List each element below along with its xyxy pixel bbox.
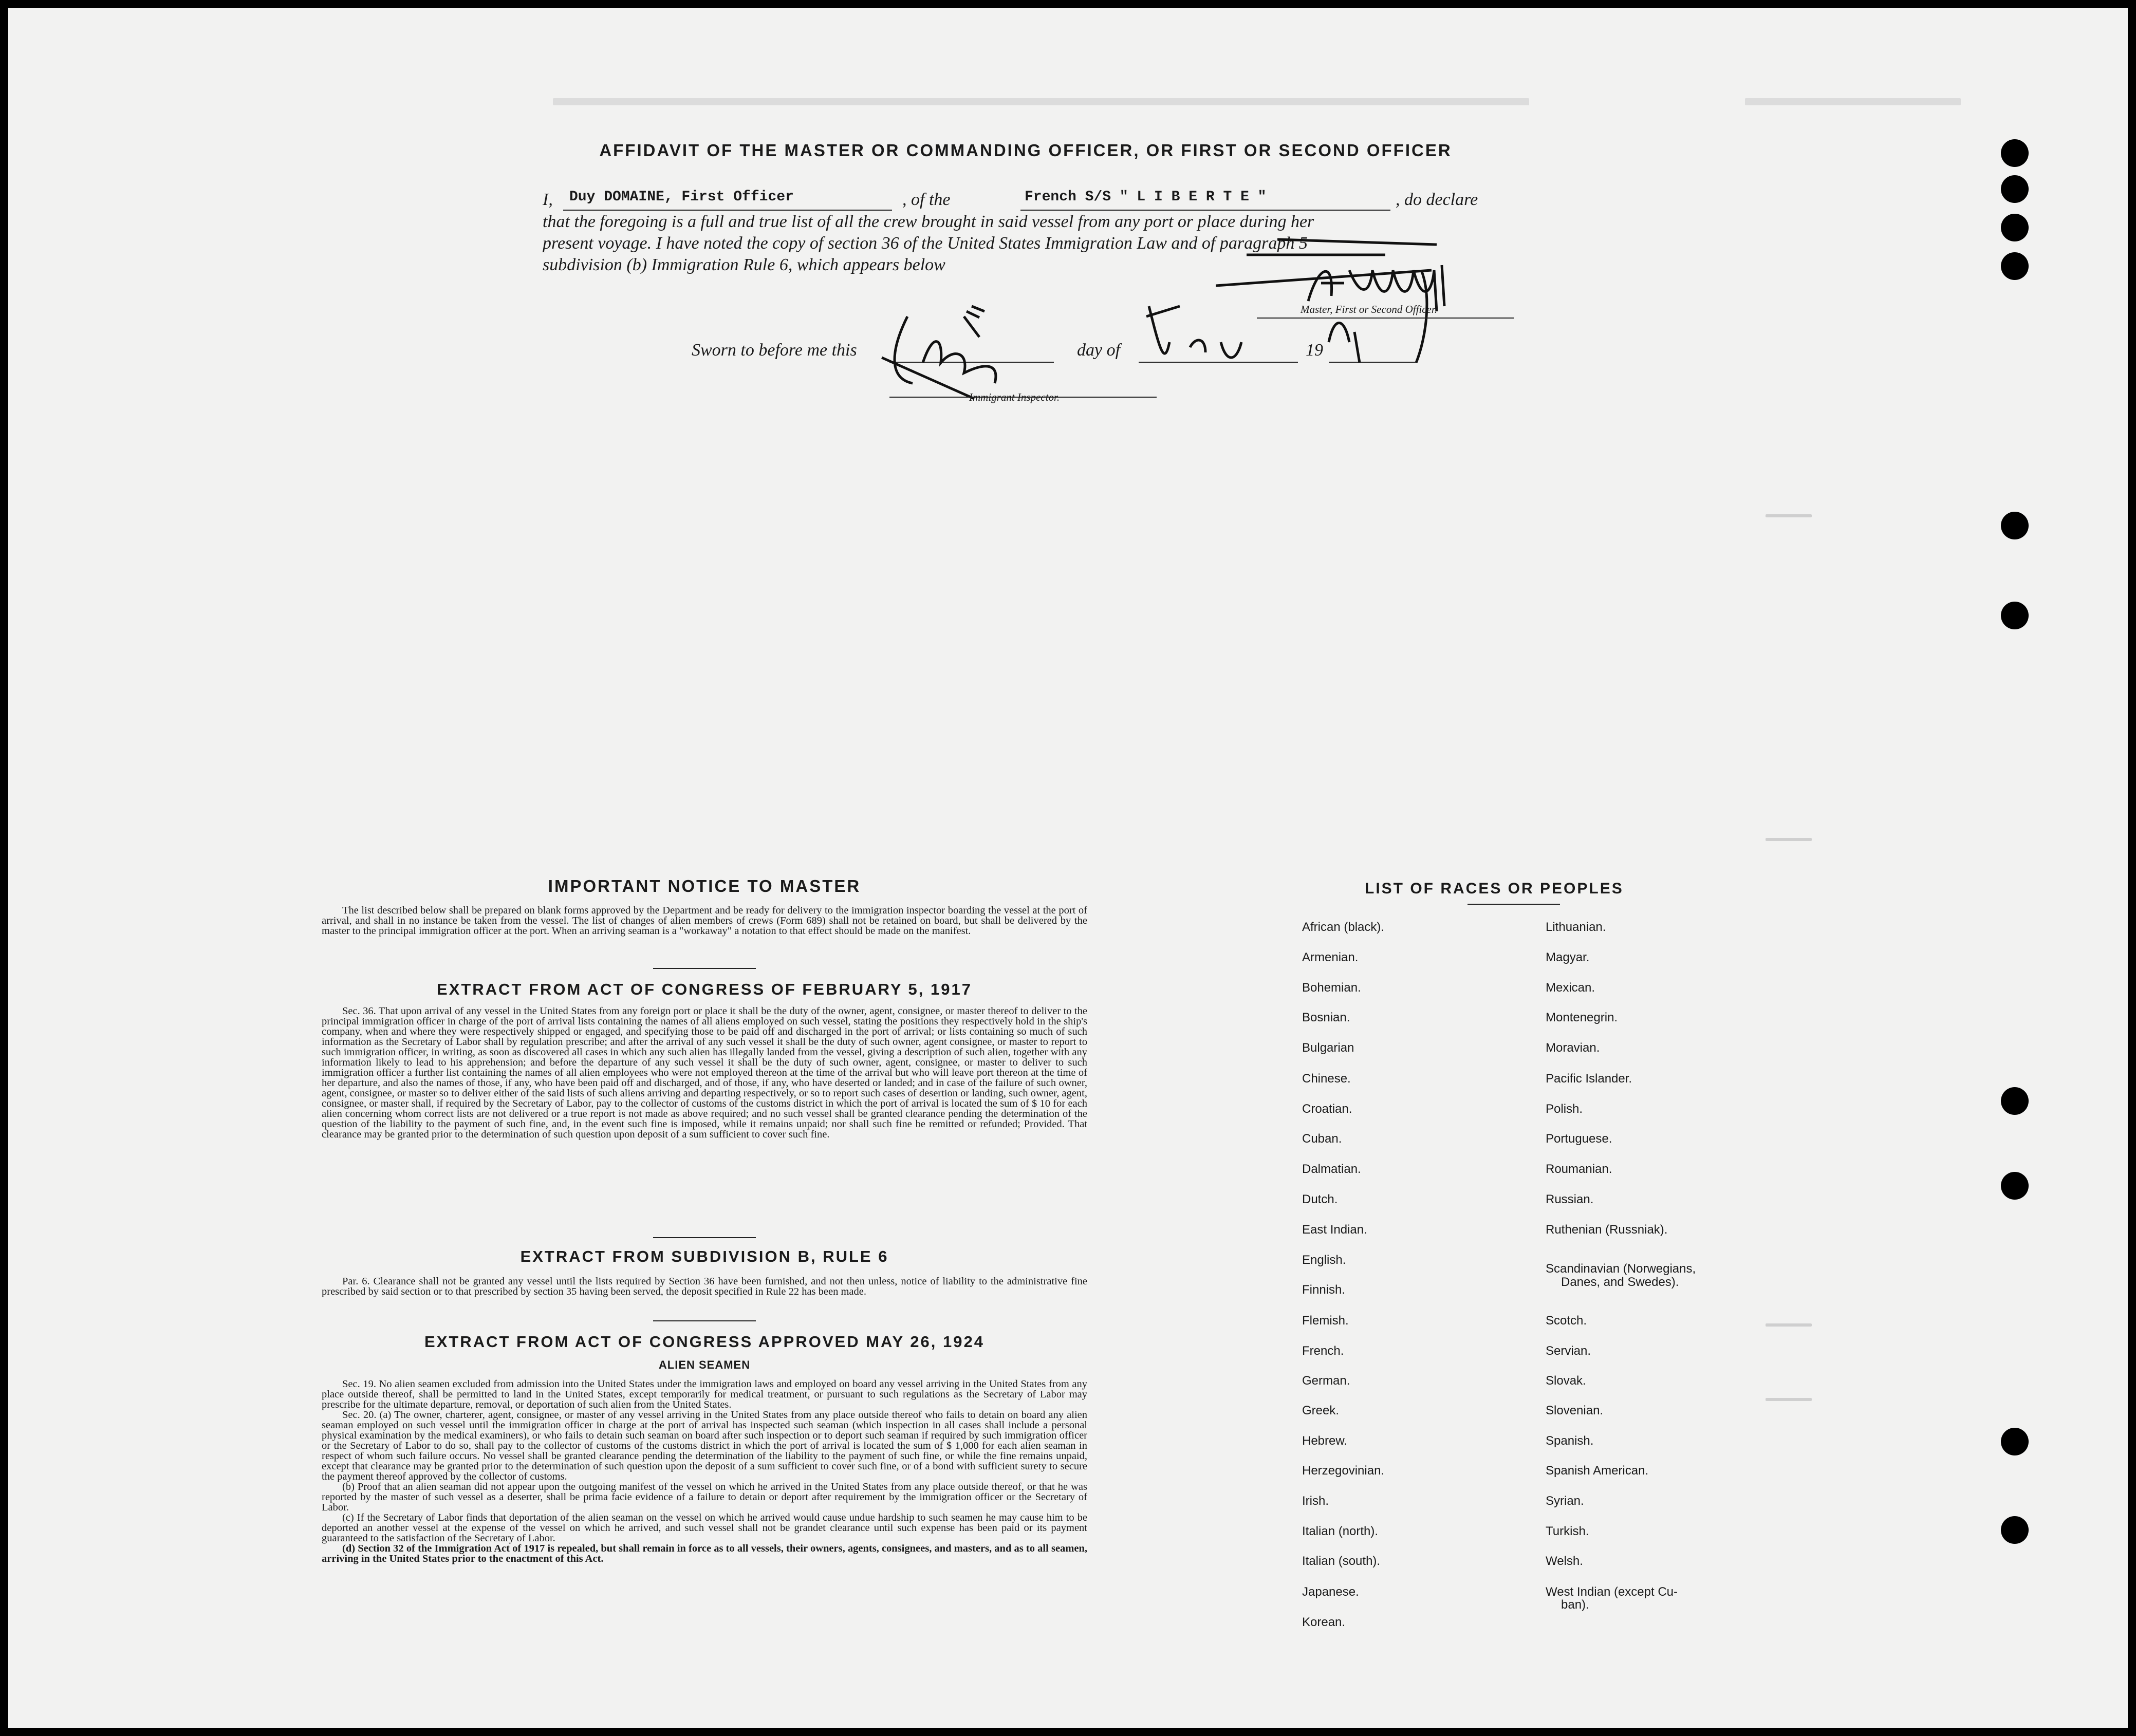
race-item: Bosnian. [1302, 1011, 1350, 1024]
section-divider [653, 1320, 756, 1321]
race-item: Lithuanian. [1546, 920, 1606, 934]
year-prefix-label: 19 [1306, 341, 1323, 360]
section-20b-paragraph: (b) Proof that an alien seaman did not appear upon the outgoing manifest of the vessel on which he arrived in the United States from any place outside thereof, or that he was reported by the master of such vessel as a deserter, shall be prima facie evidence of a failure to detain or deport after requirement by the immigration officer or the Secretary of Labor. [322, 1481, 1087, 1513]
race-item: Danes, and Swedes). [1561, 1275, 1679, 1289]
race-item: Portuguese. [1546, 1132, 1612, 1146]
punch-hole [2001, 139, 2029, 167]
extract-1917-title: EXTRACT FROM ACT OF CONGRESS OF FEBRUARY 5, 1917 [437, 980, 972, 998]
race-item: Finnish. [1302, 1283, 1346, 1297]
day-of-label: day of [1077, 341, 1121, 360]
section-divider [653, 968, 756, 969]
inspector-signature [830, 286, 1396, 409]
punch-hole [2001, 214, 2029, 241]
extract-1924-text [322, 1379, 1087, 1564]
race-item: Slovenian. [1546, 1404, 1604, 1417]
notice-title: IMPORTANT NOTICE TO MASTER [548, 876, 861, 895]
bleed-through-mark [1766, 838, 1812, 841]
race-item: ban). [1561, 1598, 1589, 1612]
extract-rule6-text [322, 1276, 1087, 1297]
race-item: Moravian. [1546, 1041, 1600, 1055]
punch-hole [2001, 1087, 2029, 1115]
race-item: Japanese. [1302, 1585, 1359, 1599]
race-item: Croatian. [1302, 1102, 1352, 1116]
race-item: Welsh. [1546, 1554, 1583, 1568]
race-item: Dutch. [1302, 1192, 1338, 1206]
affidavit-line-3: present voyage. I have noted the copy of section 36 of the United States Immigration Law and of paragraph 5 [543, 234, 1308, 253]
race-item: Hebrew. [1302, 1434, 1348, 1448]
races-title-rule [1468, 904, 1560, 905]
extract-rule6-title: EXTRACT FROM SUBDIVISION B, RULE 6 [520, 1247, 889, 1265]
section-36-paragraph: Sec. 36. That upon arrival of any vessel in the United States from any foreign port or place it shall be the duty of the owner, agent, consignee, or master thereof to deliver to the principal immigration officer in charge of the port of arrival lists containing the names of all aliens employed on such vessel, stating the positions they respectively hold in the ship's company, when and where they were respectively shipped or engaged, and specifying those to be paid off and discharged in the port of arrival; or lists containing so much of such information as the Secretary of Labor shall by regulation prescribe; and after the arrival of any such vessel it shall be the duty of such owner, agent consignee, or master to report to such immigration officer, in writing, as soon as discovered all cases in which any such alien has illegally landed from the vessel, giving a description of such alien, together with any information likely to lead to his apprehension; and before the departure of any such vessel it shall be the duty of such owner, agent, consignee, or master to deliver to such immigration officer a further list containing the names of all alien employees who were not employed thereon at the time of the arrival but who will leave port thereon at the time of her departure, and also the names of those, if any, who have been paid off and discharged, and of those, if any, who have deserted or landed; and in case of the failure of such owner, agent, consignee, or master so to deliver either of the said lists of such aliens arriving and departing respectively, or so to report such cases of desertion or landing, such owner, agent, consignee, or master shall, if required by the Secretary of Labor, pay to the collector of customs of the customs district in which the port of arrival is located the sum of $ 10 for each alien concerning whom correct lists are not delivered or a true report is not made as above required; and no such vessel shall be granted clearance pending the determination of the question of the liability to the payment of such fine, and, in the event such fine is imposed, while it remains unpaid; nor shall such fine be remitted or refunded; Provided. That clearance may be granted prior to the determination of such question upon deposit of a sum sufficient to cover such fine. [322, 1005, 1087, 1140]
race-item: English. [1302, 1253, 1346, 1267]
race-item: Chinese. [1302, 1072, 1351, 1086]
race-item: French. [1302, 1344, 1344, 1358]
affidavit-line-2: that the foregoing is a full and true list of all the crew brought in said vessel from any port or place during her [543, 212, 1314, 231]
race-item: Roumanian. [1546, 1162, 1612, 1176]
race-item: Korean. [1302, 1615, 1346, 1629]
race-item: West Indian (except Cu- [1546, 1585, 1678, 1599]
race-item: Mexican. [1546, 981, 1595, 995]
race-item: Bohemian. [1302, 981, 1361, 995]
race-item: Magyar. [1546, 950, 1590, 964]
bleed-through-header [553, 98, 1529, 105]
race-item: Spanish American. [1546, 1464, 1649, 1478]
punch-hole [2001, 512, 2029, 539]
paragraph-6: Par. 6. Clearance shall not be granted any vessel until the lists required by Section 36 have been furnished, and not then unless, notice of liability to the administrative fine prescribed by said section or to that prescribed by section 35 having been served, the deposit specified in Rule 22 has been made. [322, 1276, 1087, 1297]
bleed-through-mark [1766, 1398, 1812, 1401]
bleed-through-mark [1766, 514, 1812, 517]
race-item: Greek. [1302, 1404, 1340, 1417]
officer-title-caption: Master, First or Second Officer. [1301, 303, 1437, 315]
inspector-caption: Immigrant Inspector. [969, 391, 1060, 403]
race-item: Syrian. [1546, 1494, 1584, 1508]
race-item: Spanish. [1546, 1434, 1594, 1448]
affidavit-title: AFFIDAVIT OF THE MASTER OR COMMANDING OFFICER, OR FIRST OR SECOND OFFICER [599, 141, 1452, 160]
race-item: Irish. [1302, 1494, 1329, 1508]
extract-1917-text [322, 1006, 1087, 1140]
affidavit-i-label: I, [543, 190, 553, 209]
document-page [8, 8, 2128, 1728]
race-item: Ruthenian (Russniak). [1546, 1223, 1668, 1237]
officer-name: Duy DOMAINE, First Officer [569, 189, 794, 205]
race-item: Herzegovinian. [1302, 1464, 1385, 1478]
race-item: Italian (south). [1302, 1554, 1381, 1568]
section-20d-paragraph: (d) Section 32 of the Immigration Act of 1917 is repealed, but shall remain in force as to all vessels, their owners, agents, consignees, and masters, and as to all seamen, arriving in the United States prior to the enactment of this Act. [322, 1543, 1087, 1564]
affidavit-line-4: subdivision (b) Immigration Rule 6, which appears below [543, 255, 945, 274]
vessel-name-rule [1020, 210, 1390, 211]
race-item: Turkish. [1546, 1524, 1589, 1538]
race-item: Armenian. [1302, 950, 1359, 964]
section-divider [653, 1237, 756, 1238]
alien-seamen-subtitle: ALIEN SEAMEN [658, 1358, 751, 1371]
race-item: Flemish. [1302, 1314, 1349, 1328]
bleed-through-mark [1766, 1323, 1812, 1327]
section-19-paragraph: Sec. 19. No alien seamen excluded from admission into the United States under the immigration laws and employed on board any vessel arriving in the United States from any place outside thereof, shall be permitted to land in the United States, except temporarily for medical treatment, or pursuant to such regulations as the Secretary of Labor may prescribe for the ultimate departure, removal, or deportation of such alien from the United States. [322, 1378, 1087, 1410]
race-item: Scotch. [1546, 1314, 1587, 1328]
race-item: Montenegrin. [1546, 1011, 1618, 1024]
vessel-name: French S/S " L I B E R T E " [1025, 189, 1267, 205]
section-20c-paragraph: (c) If the Secretary of Labor finds that deportation of the alien seaman on the vessel on which he arrived would cause undue hardship to such seamen he may cause him to be deported an another vessel at the expense of the vessel on which he arrived, and such vessel shall not be grandet clearance until such expense has been paid or its payment guaranteed to the satisfaction of the Secretary of Labor. [322, 1512, 1087, 1544]
do-declare-label: , do declare [1396, 190, 1478, 209]
race-item: German. [1302, 1374, 1350, 1388]
race-item: Scandinavian (Norwegians, [1546, 1262, 1696, 1276]
races-title: LIST OF RACES OR PEOPLES [1365, 880, 1624, 897]
race-item: Polish. [1546, 1102, 1583, 1116]
notice-text [322, 905, 1087, 936]
race-item: Cuban. [1302, 1132, 1342, 1146]
race-item: Russian. [1546, 1192, 1594, 1206]
race-item: Bulgarian [1302, 1041, 1354, 1055]
bleed-through-header-right [1745, 98, 1961, 105]
officer-name-rule [563, 210, 892, 211]
punch-hole [2001, 602, 2029, 629]
sworn-to-label: Sworn to before me this [692, 341, 857, 360]
section-20a-paragraph: Sec. 20. (a) The owner, charterer, agent, consignee, or master of any vessel arriving in the United States from any place outside thereof who fails to detain on board any alien seaman employed on such vessel until the immigration officer in charge at the port of arrival has inspected such seaman (which inspection in all cases shall include a personal physical examination by the medical examiners), or who fails to detain such seaman on board after such inspection or to deport such seaman if required by such immigration officer or the Secretary of Labor to do so, shall pay to the collector of customs of the customs district in which the port of arrival is located the sum of $ 1,000 for each alien seaman in respect of whom such failure occurs. No vessel shall be granted clearance pending the determination of the liability to the payment of such fine, or while the fine remains unpaid, except that clearance may be granted prior to the determination of such question upon the deposit of a sum sufficient to cover such fine, or of a bond with sufficient surety to secure the payment thereof approved by the collector of customs. [322, 1409, 1087, 1482]
punch-hole [2001, 175, 2029, 203]
race-item: Slovak. [1546, 1374, 1586, 1388]
extract-1924-title: EXTRACT FROM ACT OF CONGRESS APPROVED MAY 26, 1924 [424, 1333, 985, 1351]
punch-hole [2001, 252, 2029, 280]
notice-paragraph: The list described below shall be prepared on blank forms approved by the Department and be ready for delivery to the immigration inspector boarding the vessel at the port of arrival, and shall in no instance be taken from the vessel. The list of changes of alien members of crews (Form 689) shall not be retained on board, but shall be delivered by the master to the principal immigration officer at the port. When an arriving seaman is a "workaway" a notation to that effect should be made on the manifest. [322, 905, 1087, 937]
punch-hole [2001, 1428, 2029, 1455]
race-item: African (black). [1302, 920, 1385, 934]
punch-hole [2001, 1172, 2029, 1200]
punch-hole [2001, 1516, 2029, 1544]
race-item: Servian. [1546, 1344, 1591, 1358]
race-item: East Indian. [1302, 1223, 1367, 1237]
race-item: Italian (north). [1302, 1524, 1379, 1538]
of-the-label: , of the [902, 190, 951, 209]
race-item: Pacific Islander. [1546, 1072, 1632, 1086]
race-item: Dalmatian. [1302, 1162, 1361, 1176]
